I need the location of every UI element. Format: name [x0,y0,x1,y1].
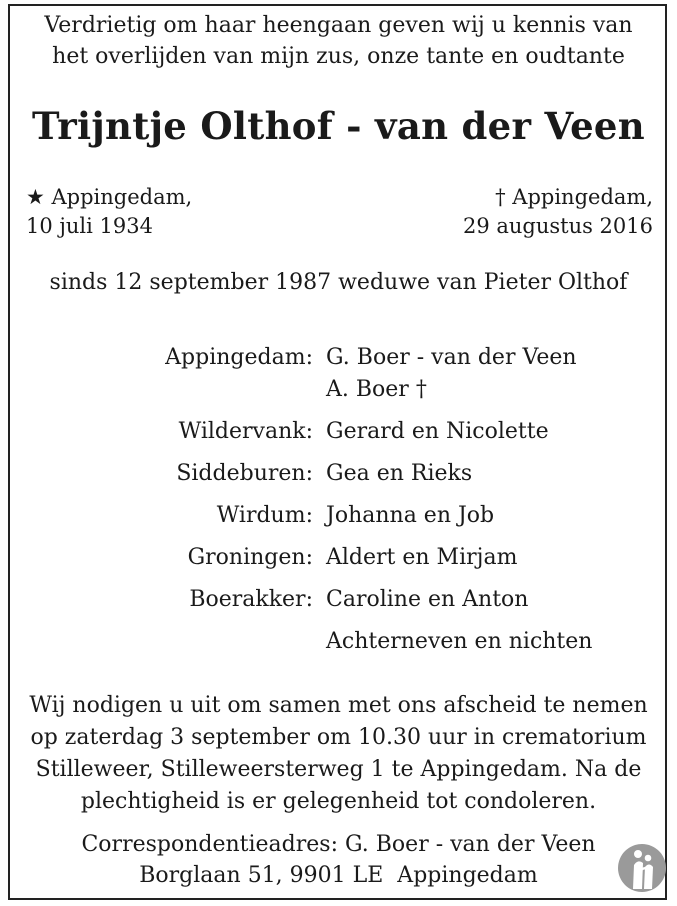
family-row [0,542,677,584]
correspondence-line-1: Correspondentieadres: G. Boer - van der Veen [81,832,596,857]
family-row [0,416,677,458]
family-names: Achterneven en nichten [326,629,593,654]
family-names: Caroline en Anton [326,587,529,612]
condolence-logo-icon [617,843,667,893]
family-place: Groningen: [187,545,313,570]
death-date: 29 augustus 2016 [462,214,653,238]
intro-text [0,10,677,72]
invitation-line-4: plechtigheid is er gelegenheid tot condoleren. [80,789,597,814]
correspondence-line-2: Borglaan 51, 9901 LE Appingedam [139,863,538,888]
intro-line-2: het overlijden van mijn zus, onze tante en oudtante [52,44,625,69]
birth-info [26,183,192,241]
correspondence-address [0,829,677,891]
family-names: Aldert en Mirjam [326,545,518,570]
invitation-text [0,690,677,818]
family-place: Wildervank: [178,419,313,444]
death-place: † Appingedam, [495,185,653,209]
logo-head-right [645,855,652,862]
intro-line-1: Verdrietig om haar heengaan geven wij u kennis van [44,13,633,38]
logo-head-left [634,850,642,858]
deceased-name: Trijntje Olthof - van der Veen [32,104,645,148]
family-names: A. Boer † [326,377,427,402]
family-names: Gea en Rieks [326,461,473,486]
widow-line: sinds 12 september 1987 weduwe van Pieter Olthof [49,270,628,295]
family-row [0,374,677,416]
family-names: G. Boer - van der Veen [326,345,577,370]
family-names: Johanna en Job [326,503,495,528]
family-row [0,626,677,658]
family-place: Appingedam: [165,345,313,370]
invitation-line-2: op zaterdag 3 september om 10.30 uur in crematorium [30,725,647,750]
invitation-line-3: Stilleweer, Stilleweersterweg 1 te Appingedam. Na de [35,757,642,782]
family-row [0,584,677,626]
birth-date: 10 juli 1934 [26,214,153,238]
family-place: Boerakker: [189,587,313,612]
birth-place: ★ Appingedam, [26,185,193,209]
family-row [0,342,677,374]
family-list [0,342,677,658]
family-row [0,458,677,500]
death-info [463,183,653,241]
invitation-line-1: Wij nodigen u uit om samen met ons afscheid te nemen [29,693,648,718]
family-place: Siddeburen: [176,461,313,486]
logo-figure-left [633,861,643,889]
family-names: Gerard en Nicolette [326,419,549,444]
family-row [0,500,677,542]
family-place: Wirdum: [216,503,313,528]
